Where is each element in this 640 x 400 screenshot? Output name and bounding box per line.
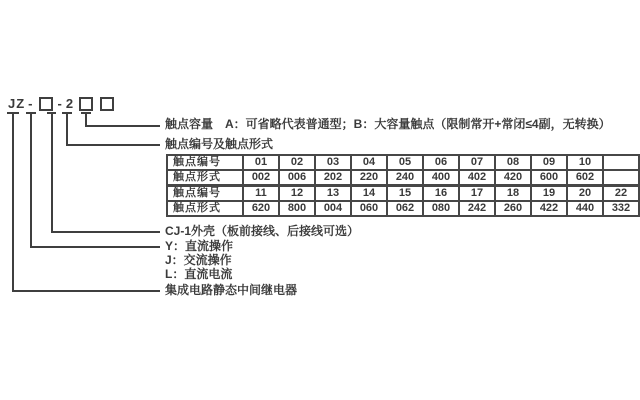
table-cell: 03 [315,155,351,170]
table-row-label: 触点编号 [167,186,243,202]
model-prefix: JZ [8,96,26,111]
table-cell: 14 [351,186,387,202]
callout-dc-operation: Y：直流操作 [165,239,234,253]
model-digit: 2 [65,96,75,111]
table-cell: 062 [387,201,423,216]
table-cell: 602 [567,170,603,186]
connector-contact-vertical [66,112,68,146]
table-cell: 080 [423,201,459,216]
table-cell: 600 [531,170,567,186]
table-row [167,186,639,202]
table-cell: 332 [603,201,639,216]
table-row-label: 触点形式 [167,201,243,216]
table-cell: 18 [495,186,531,202]
table-cell: 12 [279,186,315,202]
table-cell: 08 [495,155,531,170]
table-cell: 19 [531,186,567,202]
table-row [167,170,639,186]
model-dash-1: - [28,96,34,111]
table-cell: 10 [567,155,603,170]
table-cell: 06 [423,155,459,170]
table-cell: 060 [351,201,387,216]
callout-contact-header: 触点编号及触点形式 [165,137,274,151]
connector-operation-horizontal [30,246,160,248]
connector-case-horizontal [51,231,160,233]
table-cell: 006 [279,170,315,186]
table-cell: 220 [351,170,387,186]
callout-product-name: 集成电路静态中间继电器 [165,283,298,297]
table-cell: 07 [459,155,495,170]
table-cell: 05 [387,155,423,170]
connector-capacity-horizontal [85,125,160,127]
table-cell: 240 [387,170,423,186]
table-cell: 09 [531,155,567,170]
connector-operation-vertical [30,112,32,248]
table-cell: 202 [315,170,351,186]
table-cell: 242 [459,201,495,216]
table-cell: 440 [567,201,603,216]
model-box-1 [39,97,53,111]
table-cell: 002 [243,170,279,186]
callout-case: CJ-1外壳（板前接线、后接线可选） [165,224,360,238]
table-cell: 16 [423,186,459,202]
table-row-label: 触点形式 [167,170,243,186]
table-cell: 420 [495,170,531,186]
table-cell: 620 [243,201,279,216]
table-row-label: 触点编号 [167,155,243,170]
table-cell [603,155,639,170]
connector-case-vertical [51,112,53,233]
table-cell [603,170,639,186]
table-cell: 800 [279,201,315,216]
table-row [167,155,639,170]
connector-contact-horizontal [66,144,160,146]
table-cell: 422 [531,201,567,216]
model-box-3 [100,97,114,111]
callout-ac-operation: J：交流操作 [165,253,232,267]
callout-dc-current: L：直流电流 [165,267,233,281]
connector-product-horizontal [12,290,160,292]
connector-product-vertical [12,112,14,292]
table-cell: 20 [567,186,603,202]
callout-contact-capacity: 触点容量 A：可省略代表普通型；B：大容量触点（限制常开+常闭≤4副，无转换） [165,117,611,131]
model-box-2 [79,97,93,111]
contact-code-table [166,154,640,217]
table-cell: 260 [495,201,531,216]
model-dash-2: - [57,96,63,111]
table-cell: 15 [387,186,423,202]
table-row [167,201,639,216]
table-cell: 004 [315,201,351,216]
table-cell: 17 [459,186,495,202]
table-cell: 11 [243,186,279,202]
table-cell: 22 [603,186,639,202]
table-cell: 02 [279,155,315,170]
table-cell: 400 [423,170,459,186]
model-designation [8,96,116,111]
table-cell: 402 [459,170,495,186]
table-cell: 01 [243,155,279,170]
table-cell: 04 [351,155,387,170]
table-cell: 13 [315,186,351,202]
